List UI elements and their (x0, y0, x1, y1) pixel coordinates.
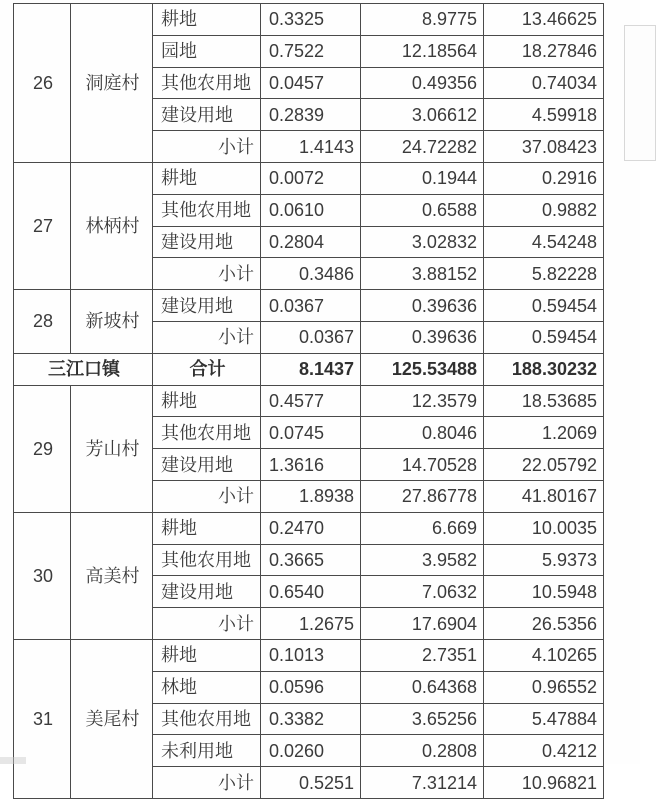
grand-total-value-1: 8.1437 (261, 353, 361, 385)
area-value-2: 0.1944 (361, 162, 484, 194)
town-name: 三江口镇 (14, 353, 153, 385)
land-type-label: 耕地 (153, 385, 261, 417)
area-value-3: 0.59454 (484, 290, 604, 322)
area-value-2: 3.06612 (361, 99, 484, 131)
area-value-2: 6.669 (361, 512, 484, 544)
grand-total-label: 合计 (153, 353, 261, 385)
area-value-2: 0.2808 (361, 735, 484, 767)
area-value-1: 0.0367 (261, 290, 361, 322)
area-value-1: 0.0457 (261, 67, 361, 99)
area-value-2: 3.9582 (361, 544, 484, 576)
land-type-label: 耕地 (153, 4, 261, 36)
village-name: 新坡村 (71, 290, 153, 354)
land-type-label: 其他农用地 (153, 67, 261, 99)
area-value-3: 0.74034 (484, 67, 604, 99)
area-value-1: 0.0367 (261, 321, 361, 353)
area-value-1: 0.3665 (261, 544, 361, 576)
village-name: 美尾村 (71, 639, 153, 798)
area-value-2: 12.3579 (361, 385, 484, 417)
area-value-3: 0.2916 (484, 162, 604, 194)
row-number: 26 (14, 4, 71, 163)
area-value-3: 37.08423 (484, 131, 604, 163)
village-name: 芳山村 (71, 385, 153, 512)
land-type-label: 其他农用地 (153, 194, 261, 226)
row-number: 28 (14, 290, 71, 354)
table-row (14, 639, 604, 671)
land-type-label: 林地 (153, 671, 261, 703)
land-type-label: 耕地 (153, 639, 261, 671)
land-type-label: 园地 (153, 35, 261, 67)
area-value-3: 10.5948 (484, 576, 604, 608)
land-type-label: 耕地 (153, 512, 261, 544)
row-number: 31 (14, 639, 71, 798)
land-type-label: 建设用地 (153, 226, 261, 258)
subtotal-label: 小计 (153, 767, 261, 799)
area-value-2: 0.39636 (361, 290, 484, 322)
area-value-2: 8.9775 (361, 4, 484, 36)
area-value-3: 0.4212 (484, 735, 604, 767)
town-total-row (14, 353, 604, 385)
land-type-label: 耕地 (153, 162, 261, 194)
area-value-2: 0.49356 (361, 67, 484, 99)
area-value-1: 0.3382 (261, 703, 361, 735)
area-value-3: 1.2069 (484, 417, 604, 449)
area-value-2: 24.72282 (361, 131, 484, 163)
area-value-2: 7.0632 (361, 576, 484, 608)
area-value-2: 0.6588 (361, 194, 484, 226)
area-value-1: 0.0596 (261, 671, 361, 703)
village-name: 洞庭村 (71, 4, 153, 163)
grand-total-value-3: 188.30232 (484, 353, 604, 385)
area-value-3: 4.59918 (484, 99, 604, 131)
area-value-2: 0.39636 (361, 321, 484, 353)
table-row (14, 385, 604, 417)
area-value-3: 5.47884 (484, 703, 604, 735)
area-value-3: 10.96821 (484, 767, 604, 799)
land-type-label: 建设用地 (153, 449, 261, 481)
land-type-label: 其他农用地 (153, 417, 261, 449)
area-value-1: 0.0260 (261, 735, 361, 767)
area-value-2: 14.70528 (361, 449, 484, 481)
village-name: 林柄村 (71, 162, 153, 289)
land-type-label: 其他农用地 (153, 544, 261, 576)
area-value-2: 0.64368 (361, 671, 484, 703)
row-number: 29 (14, 385, 71, 512)
area-value-1: 0.6540 (261, 576, 361, 608)
land-use-table (13, 3, 604, 799)
area-value-1: 0.2839 (261, 99, 361, 131)
side-panel-fragment (624, 25, 656, 161)
area-value-1: 0.4577 (261, 385, 361, 417)
area-value-1: 0.5251 (261, 767, 361, 799)
area-value-1: 0.0610 (261, 194, 361, 226)
area-value-2: 3.88152 (361, 258, 484, 290)
area-value-1: 1.3616 (261, 449, 361, 481)
area-value-1: 0.3486 (261, 258, 361, 290)
area-value-1: 0.0745 (261, 417, 361, 449)
area-value-1: 1.4143 (261, 131, 361, 163)
area-value-3: 5.9373 (484, 544, 604, 576)
area-value-2: 27.86778 (361, 480, 484, 512)
area-value-1: 0.1013 (261, 639, 361, 671)
area-value-3: 18.27846 (484, 35, 604, 67)
area-value-1: 0.0072 (261, 162, 361, 194)
row-number: 27 (14, 162, 71, 289)
area-value-2: 17.6904 (361, 608, 484, 640)
subtotal-label: 小计 (153, 131, 261, 163)
table-row (14, 512, 604, 544)
area-value-3: 4.10265 (484, 639, 604, 671)
grand-total-value-2: 125.53488 (361, 353, 484, 385)
area-value-1: 1.2675 (261, 608, 361, 640)
table-row (14, 290, 604, 322)
village-name: 高美村 (71, 512, 153, 639)
area-value-2: 3.02832 (361, 226, 484, 258)
table-row (14, 4, 604, 36)
area-value-3: 41.80167 (484, 480, 604, 512)
area-value-3: 5.82228 (484, 258, 604, 290)
area-value-3: 13.46625 (484, 4, 604, 36)
area-value-3: 18.53685 (484, 385, 604, 417)
subtotal-label: 小计 (153, 608, 261, 640)
land-type-label: 建设用地 (153, 576, 261, 608)
land-use-table-body (14, 4, 604, 799)
area-value-2: 7.31214 (361, 767, 484, 799)
area-value-3: 4.54248 (484, 226, 604, 258)
area-value-1: 0.3325 (261, 4, 361, 36)
land-type-label: 建设用地 (153, 99, 261, 131)
area-value-1: 1.8938 (261, 480, 361, 512)
area-value-3: 10.0035 (484, 512, 604, 544)
area-value-1: 0.7522 (261, 35, 361, 67)
area-value-2: 2.7351 (361, 639, 484, 671)
land-type-label: 未利用地 (153, 735, 261, 767)
area-value-2: 3.65256 (361, 703, 484, 735)
bottom-edge-artifact (0, 757, 26, 764)
land-type-label: 其他农用地 (153, 703, 261, 735)
area-value-1: 0.2804 (261, 226, 361, 258)
table-row (14, 162, 604, 194)
area-value-3: 0.96552 (484, 671, 604, 703)
subtotal-label: 小计 (153, 321, 261, 353)
subtotal-label: 小计 (153, 480, 261, 512)
area-value-3: 26.5356 (484, 608, 604, 640)
area-value-3: 0.59454 (484, 321, 604, 353)
area-value-3: 0.9882 (484, 194, 604, 226)
subtotal-label: 小计 (153, 258, 261, 290)
area-value-1: 0.2470 (261, 512, 361, 544)
land-type-label: 建设用地 (153, 290, 261, 322)
area-value-2: 0.8046 (361, 417, 484, 449)
area-value-3: 22.05792 (484, 449, 604, 481)
area-value-2: 12.18564 (361, 35, 484, 67)
row-number: 30 (14, 512, 71, 639)
